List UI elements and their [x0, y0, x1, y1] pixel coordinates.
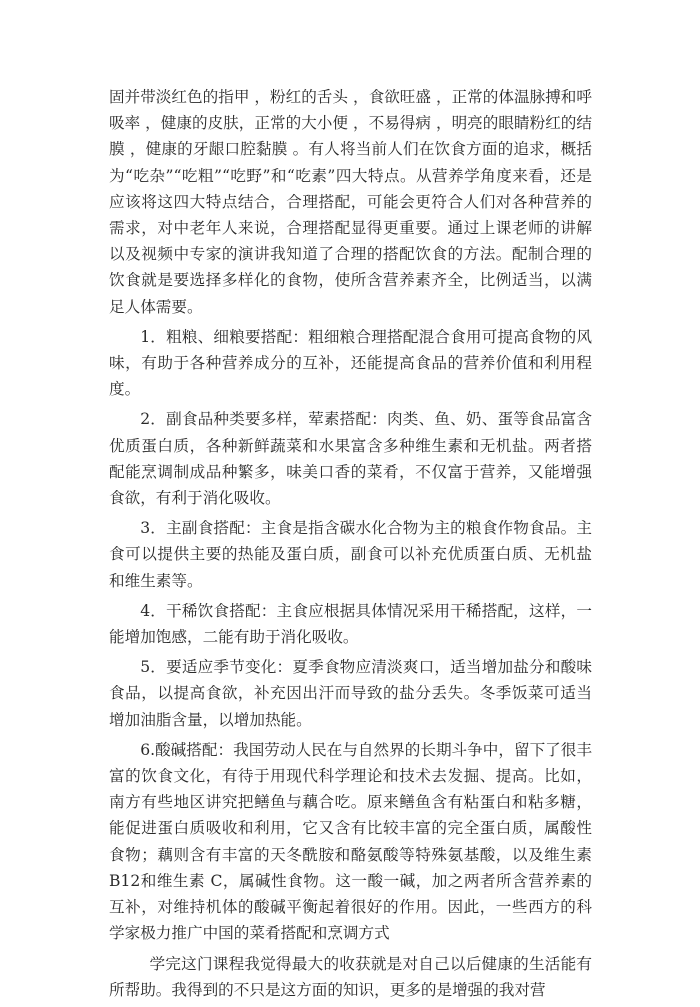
paragraph-item-2: 2．副食品种类要多样，荤素搭配：肉类、鱼、奶、蛋等食品富含优质蛋白质，各种新鲜蔬菜和水果富含多种维生素和无机盐。两者搭配能烹调制成品种繁多，味美口香的菜肴，不仅富于营养，又能增强食欲，有利于消化吸收。 — [109, 410, 592, 508]
paragraph-item-1: 1．粗粮、细粮要搭配：粗细粮合理搭配混合食用可提高食物的风味，有助于各种营养成分的互补，还能提高食品的营养价值和利用程度。 — [109, 327, 592, 399]
paragraph-health-signs: 固并带淡红色的指甲 ，粉红的舌头 ，食欲旺盛 ，正常的体温脉搏和呼吸率 ，健康的皮肤，正常的大小便 ，不易得病 ，明亮的眼睛粉红的结膜 ，健康的牙龈口腔黏膜 。有人将当前人们在饮食方面的追求，概括为“吃杂”“吃粗”“吃野”和“吃素”四大特点。从营养学角度来看，还是应该将这四大特点结合，合理搭配，可能会更符合人们对各种营养的需求，对中老年人来说，合理搭配显得更重要。通过上课老师的讲解以及视频中专家的演讲我知道了合理的搭配饮食的方法。配制合理的饮食就是要选择多样化的食物，使所含营养素齐全，比例适当，以满足人体需要。 — [109, 88, 592, 316]
paragraph-item-5: 5．要适应季节变化：夏季食物应清淡爽口，适当增加盐分和酸味食品，以提高食欲，补充因出汗而导致的盐分丢失。冬季饭菜可适当增加油脂含量，以增加热能。 — [109, 658, 592, 729]
paragraph-item-4: 4．干稀饮食搭配：主食应根据具体情况采用干稀搭配，这样，一能增加饱感，二能有助于消化吸收。 — [109, 601, 592, 647]
paragraph-item-6: 6.酸碱搭配：我国劳动人民在与自然界的长期斗争中，留下了很丰富的饮食文化，有待于用现代科学理论和技术去发掘、提高。比如，南方有些地区讲究把鳝鱼与藕合吃。原来鳝鱼含有粘蛋白和粘多糖，能促进蛋白质吸收和利用，它又含有比较丰富的完全蛋白质，属酸性食物；藕则含有丰富的天冬酰胺和酪氨酸等特殊氨基酸，以及维生素 B12和维生素 C，属碱性食物。这一酸一碱，加之两者所含营养素的互补，对维持机体的酸碱平衡起着很好的作用。因此，一些西方的科学家极力推广中国的菜肴搭配和烹调方式 — [109, 740, 592, 943]
paragraph-conclusion: 学完这门课程我觉得最大的收获就是对自己以后健康的生活能有所帮助。我得到的不只是这方面的知识，更多的是增强的我对营 — [109, 954, 592, 999]
document-page — [109, 84, 592, 1007]
paragraph-item-3: 3．主副食搭配：主食是指含碳水化合物为主的粮食作物食品。主食可以提供主要的热能及蛋白质，副食可以补充优质蛋白质、无机盐和维生素等。 — [109, 519, 592, 590]
